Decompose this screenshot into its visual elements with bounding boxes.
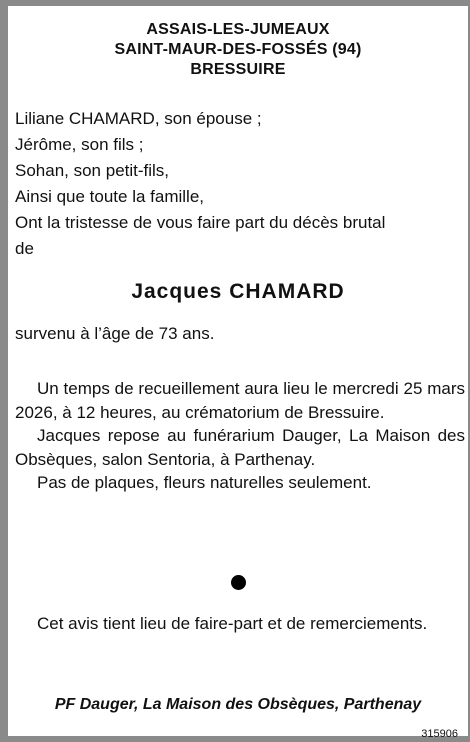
family-line: de <box>15 239 34 258</box>
family-line: Liliane CHAMARD, son épouse ; <box>15 109 262 128</box>
deceased-name: Jacques CHAMARD <box>131 280 345 303</box>
details-paragraph: Un temps de recueillement aura lieu le mercredi 25 mars 2026, à 12 heures, au crématorium de Bressuire. <box>15 379 465 422</box>
reference-number: 315906 <box>421 728 458 740</box>
locations-header <box>8 20 468 80</box>
closing-note <box>15 612 465 636</box>
details-paragraph: Pas de plaques, fleurs naturelles seulement. <box>37 473 372 492</box>
ceremony-details <box>15 377 465 495</box>
family-line: Ainsi que toute la famille, <box>15 187 204 206</box>
funeral-home-signature: PF Dauger, La Maison des Obsèques, Parthenay <box>54 696 422 713</box>
family-line: Sohan, son petit-fils, <box>15 161 170 180</box>
family-announcement <box>15 106 465 262</box>
family-line: Ont la tristesse de vous faire part du décès brutal <box>15 213 386 232</box>
location-line: SAINT-MAUR-DES-FOSSÉS (94) <box>114 41 362 58</box>
location-line: ASSAIS-LES-JUMEAUX <box>146 21 330 38</box>
obituary-notice <box>8 6 468 740</box>
location-line: BRESSUIRE <box>190 61 286 78</box>
details-paragraph: Jacques repose au funérarium Dauger, La Maison des Obsèques, salon Sentoria, à Parthenay. <box>15 426 465 469</box>
family-line: Jérôme, son fils ; <box>15 135 144 154</box>
age-statement: survenu à l’âge de 73 ans. <box>15 324 215 343</box>
bullet-separator-icon <box>231 575 246 590</box>
closing-paragraph: Cet avis tient lieu de faire-part et de remerciements. <box>37 614 428 633</box>
